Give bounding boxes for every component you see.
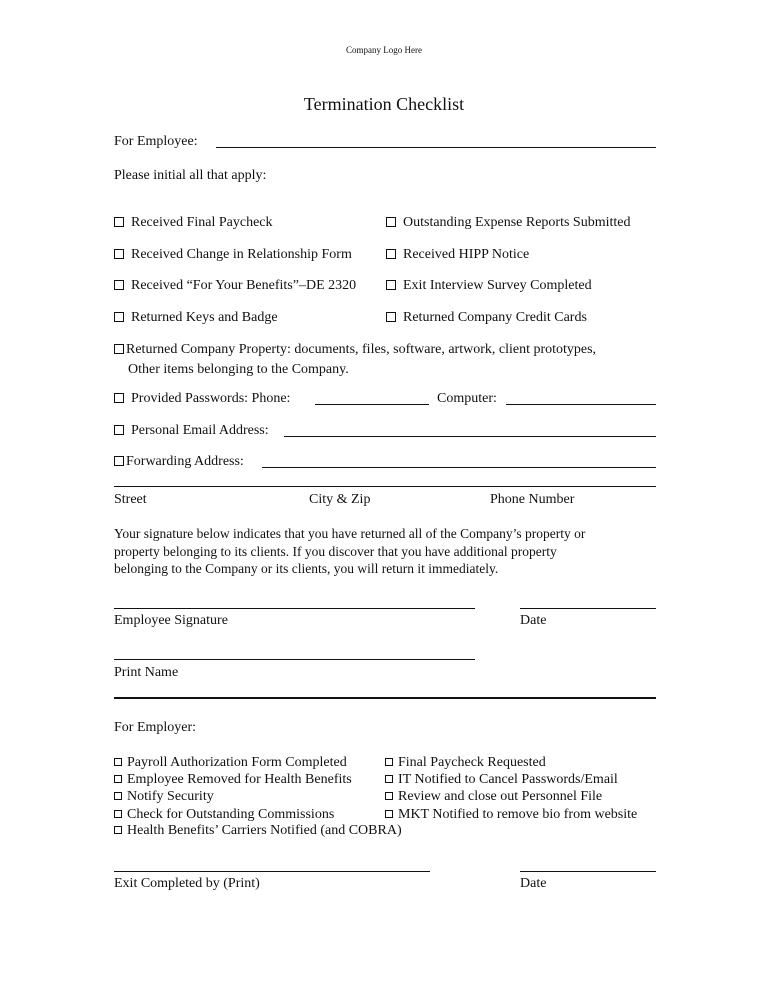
forwarding-address-field[interactable] — [262, 467, 656, 468]
address-line-field[interactable] — [114, 486, 656, 487]
checkbox[interactable] — [114, 456, 124, 466]
check-label: Returned Keys and Badge — [131, 310, 278, 325]
check-label: Payroll Authorization Form Completed — [127, 755, 347, 770]
computer-password-field[interactable] — [506, 404, 656, 405]
check-credit-cards[interactable] — [386, 309, 587, 326]
check-label: Final Paycheck Requested — [398, 755, 546, 770]
check-for-your-benefits[interactable] — [114, 277, 356, 294]
check-label: MKT Notified to remove bio from website — [398, 807, 638, 822]
exit-date-field[interactable] — [520, 871, 656, 872]
checkbox[interactable] — [114, 826, 122, 834]
checkbox[interactable] — [386, 249, 396, 259]
check-label: Received Final Paycheck — [131, 215, 273, 230]
checkbox[interactable] — [386, 312, 396, 322]
employer-check-cobra[interactable] — [114, 822, 402, 839]
computer-label: Computer: — [437, 391, 497, 406]
personal-email-field[interactable] — [284, 436, 656, 437]
check-forwarding-address[interactable] — [114, 453, 244, 470]
employer-check-security[interactable] — [114, 788, 214, 805]
city-zip-label: City & Zip — [309, 492, 371, 507]
employer-check-payroll[interactable] — [114, 754, 347, 771]
check-label: Employee Removed for Health Benefits — [127, 772, 352, 787]
check-received-final-paycheck[interactable] — [114, 214, 273, 231]
checkbox[interactable] — [114, 810, 122, 818]
check-personal-email[interactable] — [114, 422, 269, 439]
checkbox[interactable] — [114, 280, 124, 290]
check-label: Notify Security — [127, 789, 214, 804]
initial-prompt: Please initial all that apply: — [114, 168, 267, 183]
check-returned-keys-badge[interactable] — [114, 309, 278, 326]
employee-signature-field[interactable] — [114, 608, 475, 609]
employee-name-field[interactable] — [216, 147, 656, 148]
checkbox[interactable] — [114, 344, 124, 354]
check-label: Review and close out Personnel File — [398, 789, 603, 804]
checkbox[interactable] — [385, 810, 393, 818]
checkbox[interactable] — [385, 775, 393, 783]
check-label: Forwarding Address: — [126, 454, 244, 469]
exit-completed-field[interactable] — [114, 871, 430, 872]
employee-label: For Employee: — [114, 134, 198, 149]
checkbox[interactable] — [386, 217, 396, 227]
check-label: Provided Passwords: Phone: — [131, 391, 291, 406]
check-expense-reports[interactable] — [386, 214, 630, 231]
checkbox[interactable] — [114, 775, 122, 783]
statement-line-3: belonging to the Company or its clients, you will return it immediately. — [114, 561, 499, 576]
employer-check-personnel-file[interactable] — [385, 788, 602, 805]
check-label: Check for Outstanding Commissions — [127, 807, 335, 822]
employer-label: For Employer: — [114, 720, 197, 735]
check-label: Health Benefits’ Carriers Notified (and COBRA) — [127, 823, 402, 838]
property-line-2: Other items belonging to the Company. — [128, 362, 349, 377]
section-divider — [114, 697, 656, 699]
checkbox[interactable] — [114, 249, 124, 259]
check-label: Returned Company Credit Cards — [403, 310, 587, 325]
check-label: Received HIPP Notice — [403, 247, 530, 262]
checkbox[interactable] — [114, 393, 124, 403]
checkbox[interactable] — [114, 312, 124, 322]
checkbox[interactable] — [114, 425, 124, 435]
checkbox[interactable] — [386, 280, 396, 290]
check-label: Received Change in Relationship Form — [131, 247, 352, 262]
employee-date-field[interactable] — [520, 608, 656, 609]
check-exit-interview[interactable] — [386, 277, 592, 294]
company-logo-placeholder: Company Logo Here — [346, 45, 422, 55]
print-name-label: Print Name — [114, 665, 179, 680]
checkbox[interactable] — [114, 217, 124, 227]
check-label: Received “For Your Benefits”–DE 2320 — [131, 278, 357, 293]
employer-check-mkt-bio[interactable] — [385, 806, 637, 823]
check-label: Exit Interview Survey Completed — [403, 278, 592, 293]
checkbox[interactable] — [114, 758, 122, 766]
exit-date-label: Date — [520, 876, 547, 891]
checkbox[interactable] — [385, 758, 393, 766]
employee-signature-label: Employee Signature — [114, 613, 228, 628]
check-change-in-relationship-form[interactable] — [114, 246, 352, 263]
employer-check-commissions[interactable] — [114, 806, 334, 823]
street-label: Street — [114, 492, 147, 507]
check-label: Outstanding Expense Reports Submitted — [403, 215, 631, 230]
employer-check-final-paycheck[interactable] — [385, 754, 546, 771]
page-title: Termination Checklist — [303, 94, 465, 114]
exit-completed-label: Exit Completed by (Print) — [114, 876, 260, 891]
check-hipp-notice[interactable] — [386, 246, 529, 263]
check-label: IT Notified to Cancel Passwords/Email — [398, 772, 618, 787]
checkbox[interactable] — [385, 792, 393, 800]
check-provided-passwords[interactable] — [114, 390, 290, 407]
phone-number-label: Phone Number — [490, 492, 575, 507]
statement-line-2: property belonging to its clients. If you discover that you have additional property — [114, 544, 557, 559]
employer-check-it-notified[interactable] — [385, 771, 618, 788]
print-name-field[interactable] — [114, 659, 475, 660]
phone-password-field[interactable] — [315, 404, 429, 405]
statement-line-1: Your signature below indicates that you have returned all of the Company’s property or — [114, 526, 586, 541]
check-label: Returned Company Property: documents, files, software, artwork, client prototypes, — [126, 342, 597, 357]
checkbox[interactable] — [114, 792, 122, 800]
check-company-property[interactable] — [114, 341, 596, 358]
check-label: Personal Email Address: — [131, 423, 269, 438]
date-label: Date — [520, 613, 547, 628]
employer-check-health-removed[interactable] — [114, 771, 352, 788]
